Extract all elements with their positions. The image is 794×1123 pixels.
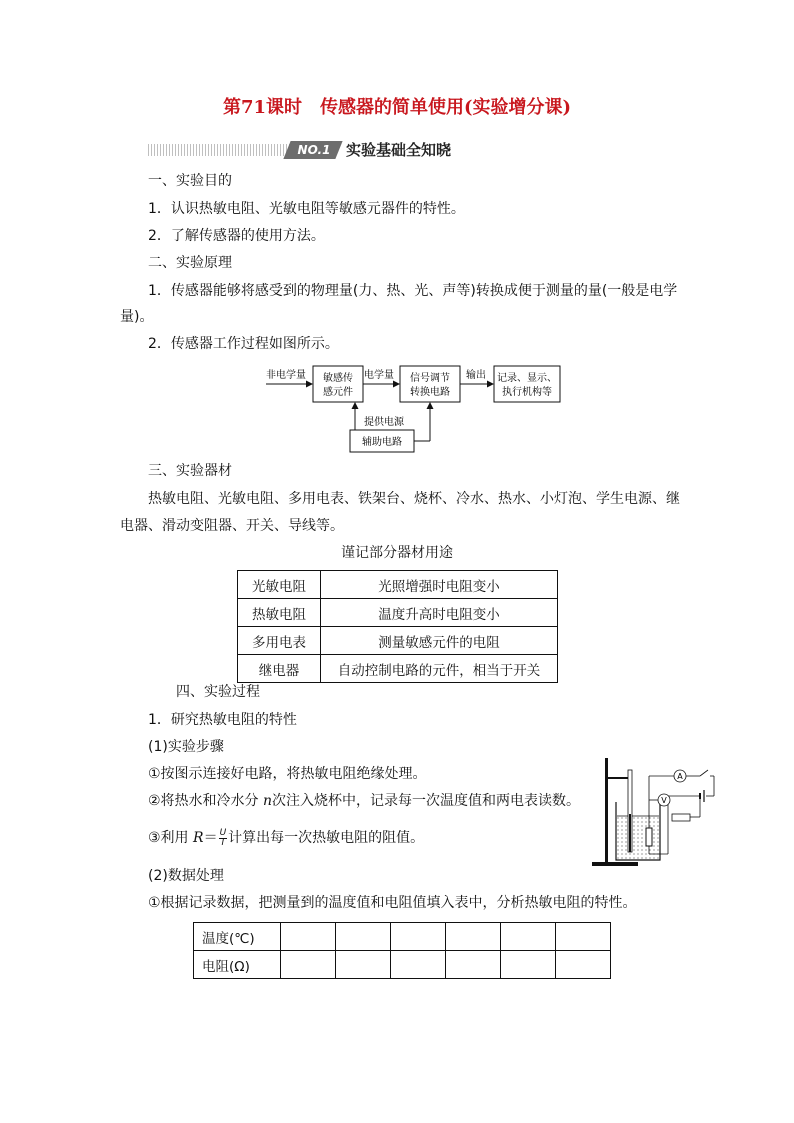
flow-input-label: 非电学量 xyxy=(266,370,306,381)
s4-step2 xyxy=(148,791,580,811)
table-cell xyxy=(336,951,391,979)
table-cell: 温度升高时电阻变小 xyxy=(321,599,558,627)
s4-step3 xyxy=(148,828,424,848)
s1-heading: 一、实验目的 xyxy=(148,173,232,189)
table-cell xyxy=(446,951,501,979)
table-row-label: 电阻(Ω) xyxy=(194,951,281,979)
flow-box-sensor-line1: 敏感传 xyxy=(323,373,353,384)
s4-data1: ①根据记录数据，把测量到的温度值和电阻值填入表中，分析热敏电阻的特性。 xyxy=(148,895,637,911)
thermometer-mercury xyxy=(629,814,631,852)
circuit-apparatus-diagram xyxy=(588,756,718,868)
s3-heading: 三、实验器材 xyxy=(148,463,232,479)
stand-rod xyxy=(605,758,608,862)
table-row xyxy=(194,923,611,951)
banner-stripe xyxy=(148,144,290,156)
fraction-denominator: I xyxy=(221,837,225,848)
water-fill xyxy=(617,816,659,859)
flow-supply-label: 提供电源 xyxy=(364,417,404,428)
device-usage-table xyxy=(237,570,558,683)
table-cell xyxy=(446,923,501,951)
table-row xyxy=(194,951,611,979)
table-cell xyxy=(391,951,446,979)
table-cell xyxy=(501,951,556,979)
rheostat-icon xyxy=(672,814,690,821)
device-table-caption: 谨记部分器材用途 xyxy=(341,545,453,561)
table-cell xyxy=(501,923,556,951)
s1-item-2: 2．了解传感器的使用方法。 xyxy=(148,228,325,244)
s4-step2-var: n xyxy=(263,793,273,809)
flow-box-converter-line2: 转换电路 xyxy=(410,387,450,398)
data-record-table xyxy=(193,922,611,979)
s4-step2-a: ②将热水和冷水分 xyxy=(148,793,264,809)
flow-mid-label: 电学量 xyxy=(364,370,394,381)
table-cell: 继电器 xyxy=(238,655,321,683)
flow-box-converter-line1: 信号调节 xyxy=(410,373,450,384)
table-row xyxy=(238,599,558,627)
flow-box-output-line2: 执行机构等 xyxy=(502,387,552,398)
s2-heading: 二、实验原理 xyxy=(148,255,232,271)
s4-step3-eq: ＝ xyxy=(203,830,218,846)
switch-icon xyxy=(700,770,708,776)
s4-step2-b: 次注入烧杯中，记录每一次温度值和两电表读数。 xyxy=(272,793,581,809)
flow-box-sensor-line2: 感元件 xyxy=(323,387,353,398)
s4-data-heading: (2)数据处理 xyxy=(148,868,224,884)
s4-step3-R: R xyxy=(193,830,204,846)
flow-box-aux-label: 辅助电路 xyxy=(362,437,402,448)
s4-step1: ①按图示连接好电路，将热敏电阻绝缘处理。 xyxy=(148,766,427,782)
table-cell xyxy=(556,951,611,979)
s2-p1-line1: 1．传感器能够将感受到的物理量(力、热、光、声等)转换成便于测量的量(一般是电学 xyxy=(148,283,678,299)
table-cell xyxy=(281,951,336,979)
s4-steps-heading: (1)实验步骤 xyxy=(148,739,224,755)
table-cell: 自动控制电路的元件，相当于开关 xyxy=(321,655,558,683)
flow-box-output-line1: 记录、显示、 xyxy=(497,373,557,384)
formula-fraction xyxy=(219,829,228,848)
s4-heading: 四、实验过程 xyxy=(176,684,260,700)
voltmeter-label: V xyxy=(661,796,667,805)
s3-line2: 电器、滑动变阻器、开关、导线等。 xyxy=(120,518,344,534)
sensor-flow-diagram xyxy=(258,362,568,456)
table-cell: 热敏电阻 xyxy=(238,599,321,627)
ammeter-label: A xyxy=(677,772,683,781)
table-cell: 光照增强时电阻变小 xyxy=(321,571,558,599)
s2-p2: 2．传感器工作过程如图所示。 xyxy=(148,336,339,352)
table-row xyxy=(238,655,558,683)
table-cell xyxy=(556,923,611,951)
s4-step3-b: 计算出每一次热敏电阻的阻值。 xyxy=(228,830,425,846)
table-cell: 多用电表 xyxy=(238,627,321,655)
table-row xyxy=(238,627,558,655)
table-cell: 测量敏感元件的电阻 xyxy=(321,627,558,655)
table-cell xyxy=(336,923,391,951)
thermistor-icon xyxy=(646,828,652,846)
stand-base xyxy=(592,862,638,866)
fraction-numerator: U xyxy=(219,827,227,838)
page-title: 第71课时 传感器的简单使用(实验增分课) xyxy=(222,97,572,118)
table-cell xyxy=(281,923,336,951)
s4-sub1: 1．研究热敏电阻的特性 xyxy=(148,712,297,728)
s4-step3-a: ③利用 xyxy=(148,830,194,846)
s1-item-1: 1．认识热敏电阻、光敏电阻等敏感元器件的特性。 xyxy=(148,201,465,217)
table-cell: 光敏电阻 xyxy=(238,571,321,599)
table-row-label: 温度(℃) xyxy=(194,923,281,951)
table-cell xyxy=(391,923,446,951)
banner-badge: NO.1 xyxy=(297,143,331,157)
s3-line1: 热敏电阻、光敏电阻、多用电表、铁架台、烧杯、冷水、热水、小灯泡、学生电源、继 xyxy=(148,491,680,507)
banner-label: 实验基础全知晓 xyxy=(346,141,452,159)
s2-p1-line2: 量)。 xyxy=(120,309,154,325)
flow-out-label: 输出 xyxy=(466,370,486,381)
table-row xyxy=(238,571,558,599)
